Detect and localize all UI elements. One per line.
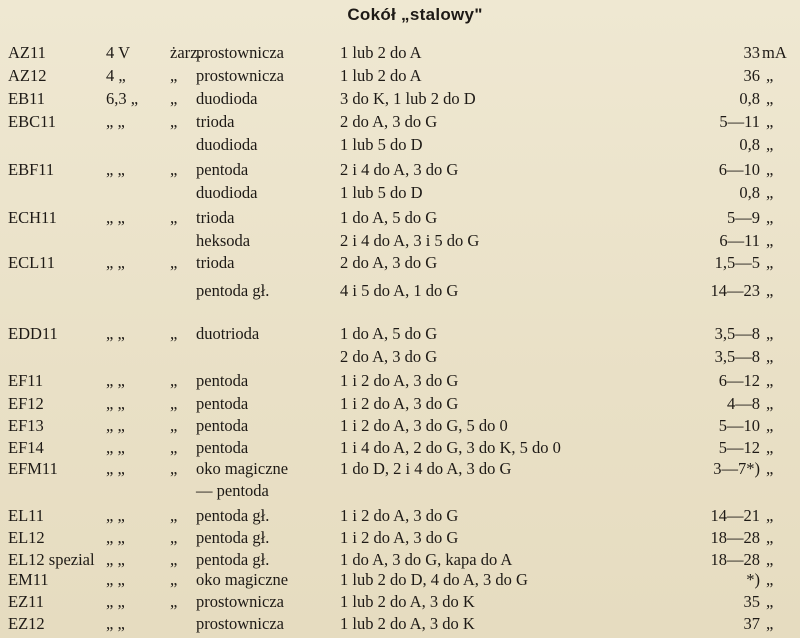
unit-mark: „: [766, 324, 774, 343]
unit-mark: „: [766, 208, 774, 227]
tube-name: EM11: [8, 570, 49, 589]
pin-connections: 3 do K, 1 lub 2 do D: [340, 89, 476, 108]
tube-name: EL12 spezial: [8, 550, 95, 569]
current-value: 18—28: [710, 550, 760, 569]
heater-voltage: 6,3 „: [106, 89, 139, 108]
table-row: [0, 370, 800, 392]
heater-note: „: [170, 89, 178, 108]
heater-note: „: [170, 459, 178, 478]
table-row: [0, 527, 800, 549]
current-value: 3,5—8: [714, 347, 760, 366]
current-value: 36: [743, 66, 760, 85]
current-value: 3—7*): [713, 459, 760, 478]
pin-connections: 2 do A, 3 do G: [340, 253, 438, 272]
tube-name: EF11: [8, 371, 44, 390]
heater-voltage: „ „: [106, 438, 125, 457]
tube-name: EF12: [8, 394, 44, 413]
current-value: 1,5—5: [714, 253, 760, 272]
tube-type: prostownicza: [196, 66, 284, 85]
heater-voltage: „ „: [106, 506, 125, 525]
pin-connections: 1 i 2 do A, 3 do G: [340, 394, 459, 413]
tube-type: duodioda: [196, 89, 258, 108]
heater-note: „: [170, 66, 178, 85]
heater-voltage: „ „: [106, 459, 125, 478]
tube-type: prostownicza: [196, 614, 284, 633]
current-value: 3,5—8: [714, 324, 760, 343]
tube-type: pentoda: [196, 394, 249, 413]
table-row: [0, 182, 800, 204]
unit-mark: „: [766, 438, 774, 457]
heater-note: „: [170, 592, 178, 611]
tube-name: ECL11: [8, 253, 56, 272]
heater-voltage: „ „: [106, 208, 125, 227]
heater-voltage: „ „: [106, 112, 125, 131]
tube-type: pentoda: [196, 416, 249, 435]
heater-voltage: „ „: [106, 324, 125, 343]
unit-mark: „: [766, 183, 774, 202]
tube-type: duodioda: [196, 183, 258, 202]
page-title: Cokół „stalowy": [347, 5, 483, 24]
unit-mark: „: [766, 66, 774, 85]
current-value: 5—11: [719, 112, 760, 131]
heater-voltage: „ „: [106, 371, 125, 390]
tube-type: pentoda: [196, 371, 249, 390]
heater-note: „: [170, 528, 178, 547]
pin-connections: 1 lub 2 do A: [340, 43, 422, 62]
tube-type: pentoda gł.: [196, 281, 270, 300]
tube-type: prostownicza: [196, 43, 284, 62]
tube-name: EZ11: [8, 592, 45, 611]
heater-note: „: [170, 253, 178, 272]
current-value: 37: [743, 614, 760, 633]
unit-mark: mA: [762, 43, 787, 62]
current-value: 33: [743, 43, 760, 62]
table-row: [0, 207, 800, 229]
table-row: [0, 505, 800, 527]
tube-name: AZ11: [8, 43, 46, 62]
unit-mark: „: [766, 550, 774, 569]
table-row: [0, 591, 800, 613]
table-row: [0, 613, 800, 635]
tube-type: pentoda: [196, 438, 249, 457]
heater-note: „: [170, 550, 178, 569]
current-value: 6—11: [719, 231, 760, 250]
tube-type: trioda: [196, 253, 235, 272]
unit-mark: „: [766, 528, 774, 547]
heater-note: „: [170, 208, 178, 227]
pin-connections: 1 lub 2 do D, 4 do A, 3 do G: [340, 570, 528, 589]
pin-connections: 1 lub 2 do A, 3 do K: [340, 592, 475, 611]
pin-connections: 1 i 2 do A, 3 do G: [340, 371, 459, 390]
heater-note: „: [170, 438, 178, 457]
heater-voltage: „ „: [106, 394, 125, 413]
table-row: [0, 88, 800, 110]
current-value: 0,8: [739, 89, 760, 108]
heater-voltage: „ „: [106, 592, 125, 611]
heater-voltage: 4 V: [106, 43, 130, 62]
unit-mark: „: [766, 371, 774, 390]
table-row: [0, 415, 800, 437]
heater-voltage: „ „: [106, 570, 125, 589]
current-value: 4—8: [727, 394, 760, 413]
unit-mark: „: [766, 253, 774, 272]
pin-connections: 2 do A, 3 do G: [340, 112, 438, 131]
current-value: 35: [743, 592, 760, 611]
tube-type: pentoda gł.: [196, 528, 270, 547]
current-value: *): [746, 570, 760, 589]
heater-note: „: [170, 160, 178, 179]
tube-type: prostownicza: [196, 592, 284, 611]
current-value: 14—21: [710, 506, 760, 525]
heater-note: żarz.: [170, 43, 202, 62]
pin-connections: 1 lub 2 do A: [340, 66, 422, 85]
tube-type: pentoda: [196, 160, 249, 179]
pin-connections: 1 do A, 3 do G, kapa do A: [340, 550, 513, 569]
heater-note: „: [170, 570, 178, 589]
current-value: 0,8: [739, 183, 760, 202]
heater-voltage: „ „: [106, 614, 125, 633]
table-row: [0, 134, 800, 156]
unit-mark: „: [766, 459, 774, 478]
pin-connections: 1 i 2 do A, 3 do G: [340, 528, 459, 547]
current-value: 6—12: [718, 371, 760, 390]
tube-type: trioda: [196, 208, 235, 227]
tube-name: EBC11: [8, 112, 56, 131]
unit-mark: „: [766, 347, 774, 366]
current-value: 0,8: [739, 135, 760, 154]
pin-connections: 1 do D, 2 i 4 do A, 3 do G: [340, 459, 512, 478]
tube-name: EB11: [8, 89, 45, 108]
table-row: [0, 458, 800, 480]
heater-note: „: [170, 506, 178, 525]
tube-name: EL11: [8, 506, 45, 525]
pin-connections: 1 i 2 do A, 3 do G: [340, 506, 459, 525]
unit-mark: „: [766, 592, 774, 611]
pin-connections: 1 i 2 do A, 3 do G, 5 do 0: [340, 416, 508, 435]
heater-voltage: 4 „: [106, 66, 126, 85]
unit-mark: „: [766, 416, 774, 435]
tube-type: duotrioda: [196, 324, 260, 343]
unit-mark: „: [766, 614, 774, 633]
table-row: [0, 111, 800, 133]
tube-name: EL12: [8, 528, 45, 547]
table-row: [0, 569, 800, 591]
table-row: [0, 393, 800, 415]
unit-mark: „: [766, 506, 774, 525]
table-row: [0, 437, 800, 459]
table-row: [0, 252, 800, 274]
table-row: [0, 42, 800, 64]
pin-connections: 2 do A, 3 do G: [340, 347, 438, 366]
table-row: [0, 346, 800, 368]
heater-voltage: „ „: [106, 550, 125, 569]
pin-connections: 1 lub 2 do A, 3 do K: [340, 614, 475, 633]
heater-voltage: „ „: [106, 160, 125, 179]
unit-mark: „: [766, 89, 774, 108]
pin-connections: 2 i 4 do A, 3 do G: [340, 160, 459, 179]
pin-connections: 2 i 4 do A, 3 i 5 do G: [340, 231, 480, 250]
table-row: [0, 280, 800, 302]
tube-name: AZ12: [8, 66, 47, 85]
table-row: [0, 230, 800, 252]
tube-type: pentoda gł.: [196, 506, 270, 525]
table-row: [0, 549, 800, 571]
tube-type: duodioda: [196, 135, 258, 154]
table-row: [0, 65, 800, 87]
heater-note: „: [170, 394, 178, 413]
tube-name: ECH11: [8, 208, 57, 227]
current-value: 5—9: [727, 208, 760, 227]
current-value: 5—12: [718, 438, 760, 457]
unit-mark: „: [766, 231, 774, 250]
table-row: [0, 323, 800, 345]
tube-name: EBF11: [8, 160, 55, 179]
unit-mark: „: [766, 135, 774, 154]
tube-type: — pentoda: [196, 481, 269, 500]
tube-name: EFM11: [8, 459, 58, 478]
tube-type: heksoda: [196, 231, 251, 250]
tube-name: EZ12: [8, 614, 45, 633]
tube-name: EDD11: [8, 324, 58, 343]
pin-connections: 1 lub 5 do D: [340, 183, 423, 202]
tube-type: oko magiczne: [196, 459, 289, 478]
current-value: 5—10: [718, 416, 760, 435]
tube-type: trioda: [196, 112, 235, 131]
current-value: 18—28: [710, 528, 760, 547]
heater-note: „: [170, 371, 178, 390]
table-row: [0, 480, 800, 502]
tube-type: pentoda gł.: [196, 550, 270, 569]
current-value: 14—23: [710, 281, 760, 300]
pin-connections: 4 i 5 do A, 1 do G: [340, 281, 459, 300]
unit-mark: „: [766, 281, 774, 300]
table-row: [0, 159, 800, 181]
tube-name: EF14: [8, 438, 44, 457]
heater-voltage: „ „: [106, 253, 125, 272]
tube-name: EF13: [8, 416, 44, 435]
pin-connections: 1 do A, 5 do G: [340, 208, 438, 227]
pin-connections: 1 do A, 5 do G: [340, 324, 438, 343]
unit-mark: „: [766, 570, 774, 589]
unit-mark: „: [766, 112, 774, 131]
pin-connections: 1 i 4 do A, 2 do G, 3 do K, 5 do 0: [340, 438, 561, 457]
heater-note: „: [170, 112, 178, 131]
unit-mark: „: [766, 160, 774, 179]
pin-connections: 1 lub 5 do D: [340, 135, 423, 154]
heater-note: „: [170, 416, 178, 435]
unit-mark: „: [766, 394, 774, 413]
heater-note: „: [170, 324, 178, 343]
heater-voltage: „ „: [106, 416, 125, 435]
current-value: 6—10: [718, 160, 760, 179]
heater-voltage: „ „: [106, 528, 125, 547]
tube-type: oko magiczne: [196, 570, 289, 589]
